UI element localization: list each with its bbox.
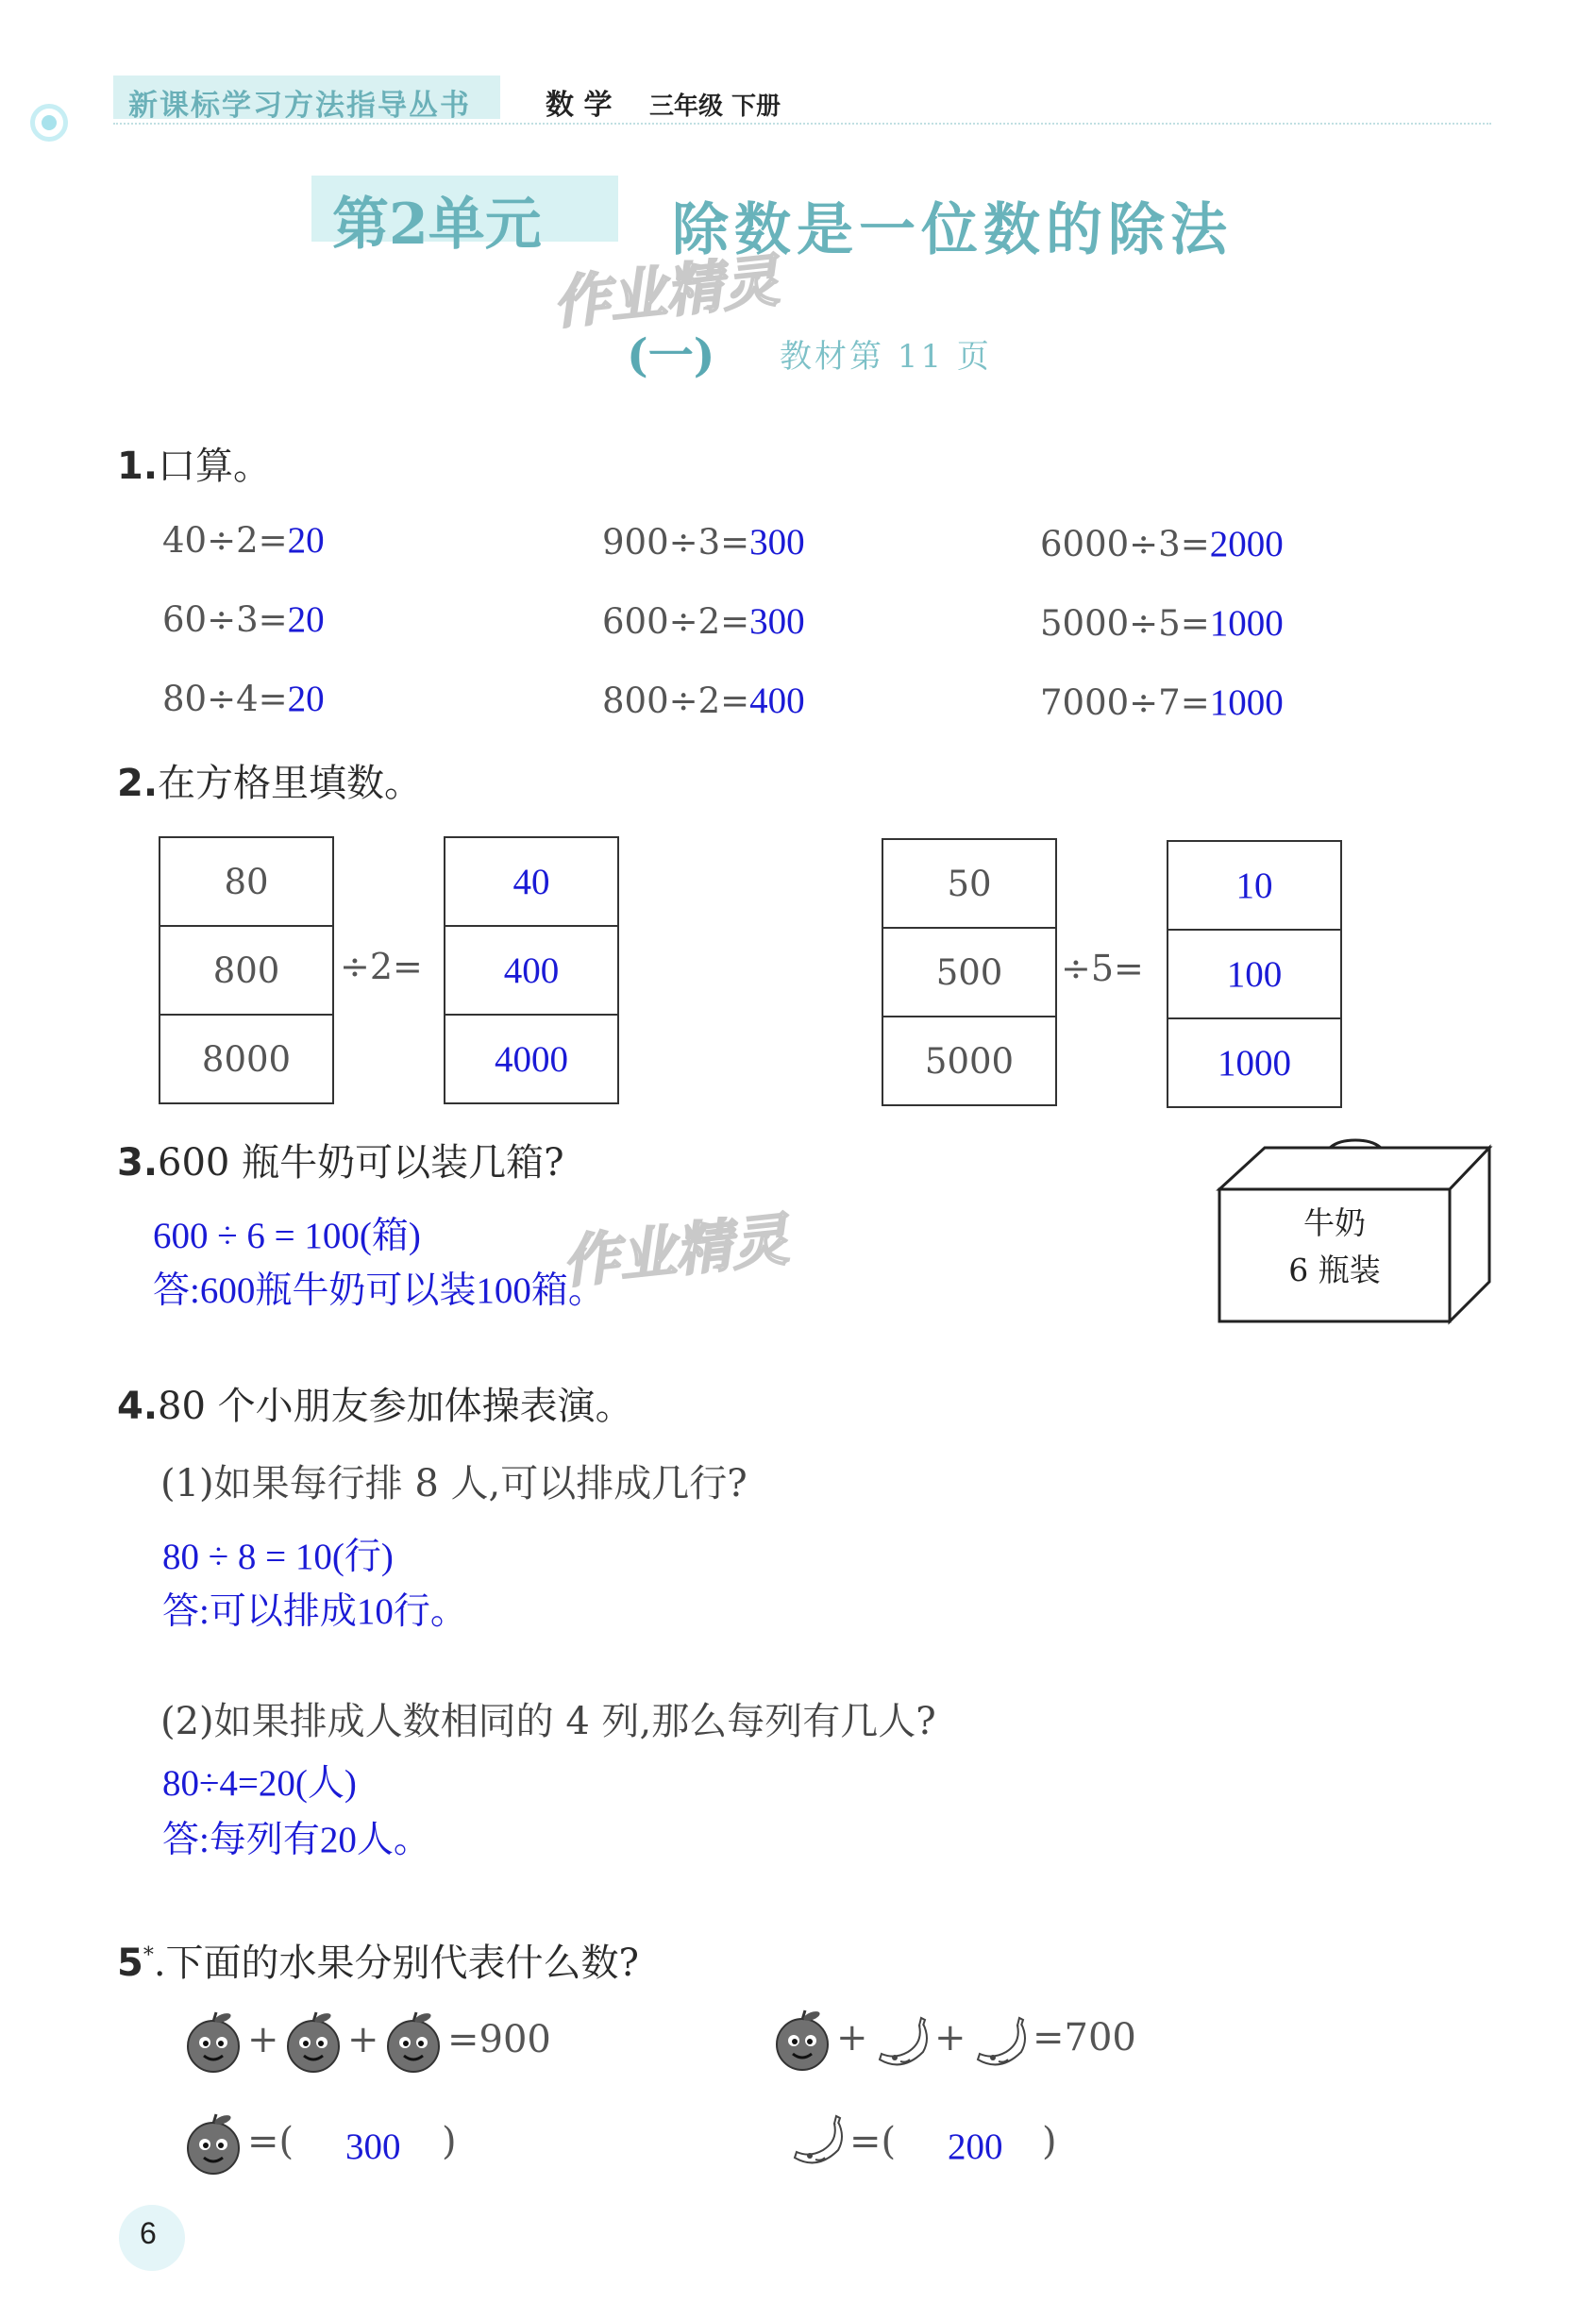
q1-item-r1c3: 6000÷3=2000 — [1040, 524, 1284, 564]
grid-answer-cell: 1000 — [1218, 1042, 1291, 1084]
question-1-number: 1. — [117, 445, 159, 488]
grid-answer-cell: 4000 — [495, 1038, 568, 1080]
q2-right-answer-grid — [1167, 840, 1342, 1108]
question-5-star: * — [143, 1943, 154, 1968]
header-series-title: 新课标学习方法指导丛书 — [128, 89, 471, 123]
question-4-text: 80 个小朋友参加体操表演。 — [158, 1385, 633, 1428]
header-decoration-dot — [42, 115, 57, 130]
question-3 — [117, 1133, 564, 1186]
q1-item-r2c3: 5000÷5=1000 — [1040, 603, 1284, 644]
grid-cell: 800 — [160, 927, 332, 1016]
header-subject: 数 学 — [546, 89, 613, 122]
grid-cell: 8000 — [201, 1038, 292, 1080]
q2-right-operator: ÷5= — [1061, 948, 1144, 989]
q1-answer: 20 — [287, 599, 325, 640]
q2-right-input-grid — [882, 838, 1057, 1106]
page-number: 6 — [140, 2216, 157, 2250]
q1-item-r3c2: 800÷2=400 — [602, 681, 805, 721]
q4-sub2-text: (2)如果排成人数相同的 4 列,那么每列有几人? — [160, 1700, 936, 1743]
q2-left-input-grid — [159, 836, 334, 1104]
apple-icon — [185, 2112, 245, 2175]
q3-answer: 答:600瓶牛奶可以装100箱。 — [153, 1270, 605, 1311]
apple-icon — [774, 2009, 834, 2071]
q3-calculation: 600 ÷ 6 = 100(箱) — [153, 1216, 421, 1256]
question-3-text: 600 瓶牛奶可以装几箱? — [158, 1141, 564, 1185]
banana-icon — [789, 2112, 849, 2175]
plus-sign: + — [836, 2016, 868, 2059]
q2-left-operator: ÷2= — [340, 946, 423, 987]
milk-box-label: 牛奶 — [1303, 1204, 1366, 1241]
q1-item-r2c1: 60÷3=20 — [162, 599, 325, 640]
q1-answer: 1000 — [1209, 682, 1284, 723]
plus-sign: + — [347, 2018, 379, 2061]
question-1-text: 口算。 — [158, 445, 272, 488]
q5-apple-close: ) — [442, 2120, 457, 2163]
question-2-number: 2. — [117, 762, 159, 805]
q4-sub2-calculation: 80÷4=20(人) — [162, 1763, 357, 1804]
apple-icon — [185, 2010, 245, 2073]
q5-eq1-result: =900 — [447, 2018, 551, 2061]
question-3-number: 3. — [117, 1141, 159, 1185]
q4-sub2-answer: 答:每列有20人。 — [162, 1820, 430, 1860]
q4-sub1-calculation: 80 ÷ 8 = 10(行) — [162, 1537, 394, 1577]
unit-title: 除数是一位数的除法 — [672, 197, 1233, 263]
q1-item-r3c3: 7000÷7=1000 — [1040, 682, 1284, 723]
q1-answer: 300 — [749, 522, 805, 563]
grid-cell: 500 — [883, 929, 1055, 1017]
q1-answer: 400 — [749, 681, 805, 721]
q2-left-answer-grid — [444, 836, 619, 1104]
banana-icon — [972, 2014, 1033, 2076]
q5-apple-answer: 300 — [345, 2127, 401, 2167]
grid-answer-cell: 100 — [1168, 931, 1340, 1019]
section-page-reference: 教材第 11 页 — [780, 338, 992, 376]
q5-banana-close: ) — [1042, 2120, 1057, 2163]
question-4-number: 4. — [117, 1385, 159, 1428]
header-divider — [113, 123, 1491, 125]
apple-icon — [285, 2010, 345, 2073]
watermark-top: 作业精灵 — [549, 247, 782, 338]
q5-eq2-result: =700 — [1033, 2016, 1136, 2059]
milk-box-quantity: 6 瓶装 — [1288, 1252, 1381, 1288]
question-5 — [117, 1933, 639, 1987]
question-4 — [117, 1376, 633, 1430]
header-grade: 三年级 下册 — [649, 92, 781, 121]
plus-sign: + — [247, 2018, 279, 2061]
q1-item-r1c2: 900÷3=300 — [602, 522, 805, 563]
watermark-middle: 作业精灵 — [559, 1206, 792, 1297]
q1-item-r3c1: 80÷4=20 — [162, 679, 325, 719]
grid-answer-cell: 40 — [445, 838, 617, 927]
unit-number: 第2单元 — [332, 192, 542, 258]
section-number: (一) — [627, 329, 715, 382]
q1-item-r1c1: 40÷2=20 — [162, 520, 325, 561]
grid-cell: 80 — [160, 838, 332, 927]
grid-answer-cell: 10 — [1168, 842, 1340, 931]
q1-item-r2c2: 600÷2=300 — [602, 601, 805, 642]
q4-sub1-text: (1)如果每行排 8 人,可以排成几行? — [160, 1462, 748, 1505]
q1-answer: 300 — [749, 601, 805, 642]
q5-apple-equals: =( — [247, 2120, 294, 2163]
question-1 — [117, 436, 271, 490]
grid-answer-cell: 400 — [445, 927, 617, 1016]
q5-banana-equals: =( — [849, 2120, 897, 2163]
question-2-text: 在方格里填数。 — [158, 762, 423, 805]
q1-answer: 20 — [287, 520, 325, 561]
apple-icon — [385, 2010, 445, 2073]
question-5-number: 5 — [117, 1942, 143, 1985]
question-5-text: .下面的水果分别代表什么数? — [153, 1942, 640, 1985]
banana-icon — [874, 2014, 934, 2076]
q1-answer: 20 — [287, 679, 325, 719]
grid-cell: 5000 — [924, 1040, 1015, 1082]
q1-answer: 2000 — [1209, 524, 1284, 564]
plus-sign: + — [934, 2016, 966, 2059]
question-2 — [117, 753, 422, 807]
q1-answer: 1000 — [1209, 603, 1284, 644]
grid-cell: 50 — [883, 840, 1055, 929]
q5-banana-answer: 200 — [948, 2127, 1003, 2167]
q4-sub1-answer: 答:可以排成10行。 — [162, 1591, 467, 1632]
